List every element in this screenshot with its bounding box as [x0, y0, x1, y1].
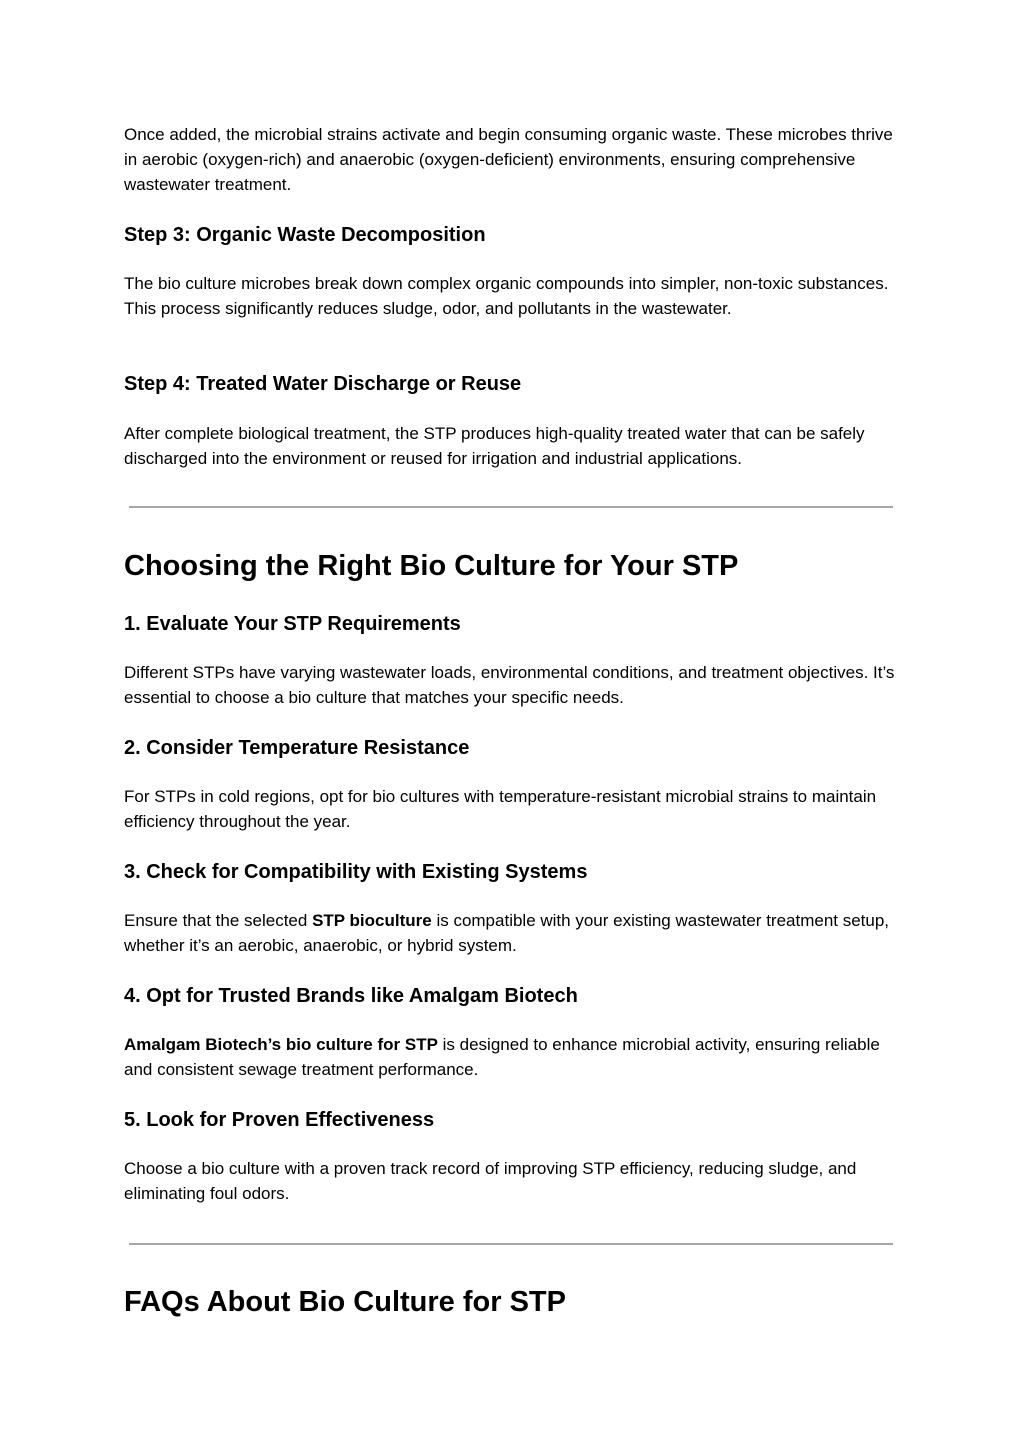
- item4-body-post: is designed to enhance microbial activity, ensuring reliable and consistent sewage treatment performance.: [124, 1035, 880, 1079]
- choosing-section-heading: Choosing the Right Bio Culture for Your STP: [124, 550, 739, 582]
- item4-body: [124, 1032, 904, 1082]
- section-divider: [129, 506, 893, 508]
- section-divider: [129, 1243, 893, 1245]
- item2-heading: 2. Consider Temperature Resistance: [124, 737, 470, 759]
- faq-section-heading: FAQs About Bio Culture for STP: [124, 1286, 566, 1318]
- step4-body: After complete biological treatment, the STP produces high-quality treated water that can be safely discharged into the environment or reused for irrigation and industrial applications.: [124, 424, 865, 468]
- item3-heading: 3. Check for Compatibility with Existing Systems: [124, 861, 588, 883]
- item5-body: Choose a bio culture with a proven track record of improving STP efficiency, reducing sludge, and eliminating foul odors.: [124, 1159, 857, 1203]
- item3-body-pre: Ensure that the selected: [124, 911, 313, 930]
- item3-body: [124, 908, 904, 958]
- item3-body-bold: STP bioculture: [312, 911, 432, 930]
- item1-heading: 1. Evaluate Your STP Requirements: [124, 613, 461, 635]
- item4-body-bold: Amalgam Biotech’s bio culture for STP: [124, 1035, 438, 1054]
- item1-body: Different STPs have varying wastewater loads, environmental conditions, and treatment objectives. It’s essential to choose a bio culture that matches your specific needs.: [124, 663, 895, 707]
- step3-body: The bio culture microbes break down complex organic compounds into simpler, non-toxic substances. This process significantly reduces sludge, odor, and pollutants in the wastewater.: [124, 274, 889, 318]
- step4-heading: Step 4: Treated Water Discharge or Reuse: [124, 373, 522, 395]
- item3-body-post: is compatible with your existing wastewater treatment setup, whether it’s an aerobic, anaerobic, or hybrid system.: [124, 911, 890, 955]
- item5-heading: 5. Look for Proven Effectiveness: [124, 1109, 435, 1131]
- item2-body: For STPs in cold regions, opt for bio cultures with temperature-resistant microbial strains to maintain efficiency throughout the year.: [124, 787, 877, 831]
- step3-heading: Step 3: Organic Waste Decomposition: [124, 224, 486, 246]
- item4-heading: 4. Opt for Trusted Brands like Amalgam Biotech: [124, 985, 578, 1007]
- intro-paragraph: Once added, the microbial strains activate and begin consuming organic waste. These microbes thrive in aerobic (oxygen-rich) and anaerobic (oxygen-deficient) environments, ensuring comprehensive wastewater treatment.: [124, 125, 893, 194]
